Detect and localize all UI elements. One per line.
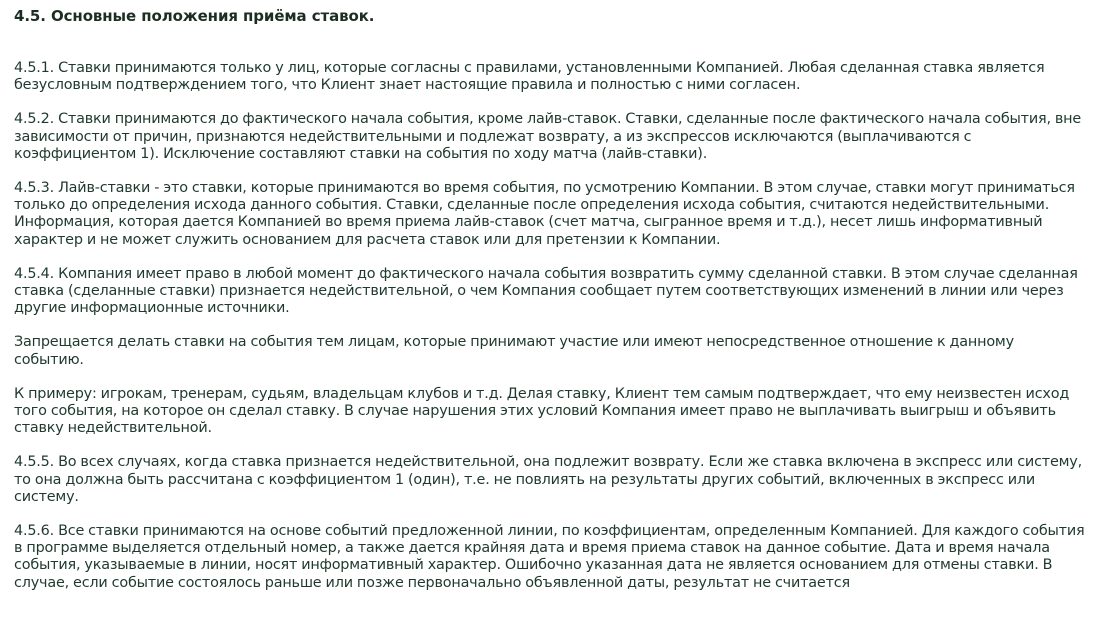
document-page <box>14 0 1086 592</box>
rule-4-5-3: 4.5.3. Лайв-ставки - это ставки, которые принимаются во время события, по усмотрению Компании. В этом случае, ставки могут приниматься только до определения исхода данного события. Ставки, сделанные после определения исхода события, считаются недействительными. Информация, которая дается Компанией во время приема лайв-ставок (счет матча, сыгранное время и т.д.), несет лишь информативный характер и не может служить основанием для расчета ставок или для претензии к Компании. <box>14 180 1075 248</box>
rule-4-5-1: 4.5.1. Ставки принимаются только у лиц, которые согласны с правилами, установленными Компанией. Любая сделанная ставка является безусловным подтверждением того, что Клиент знает настоящие правила и полностью с ними согласен. <box>14 60 1045 94</box>
rule-4-5-4: 4.5.4. Компания имеет право в любой момент до фактического начала события возвратить сумму сделанной ставки. В этом случае сделанная ставка (сделанные ставки) признается недействительной, о чем Компания сообщает путем соответствующих изменений в линии или через другие информационные источники. <box>14 265 1078 317</box>
section-body <box>14 60 1086 592</box>
section-title: 4.5. Основные положения приёма ставок. <box>14 7 375 25</box>
prohibition-paragraph: Запрещается делать ставки на события тем лицам, которые принимают участие или имеют непосредственное отношение к данному событию. <box>14 334 1014 368</box>
rule-4-5-2: 4.5.2. Ставки принимаются до фактического начала события, кроме лайв-ставок. Ставки, сделанные после фактического начала события, вне зависимости от причин, признаются недействительными и подлежат возврату, а из экспрессов исключаются (выплачиваются с коэффициентом 1). Исключение составляют ставки на события по ходу матча (лайв-ставки). <box>14 111 1082 162</box>
example-paragraph: К примеру: игрокам, тренерам, судьям, владельцам клубов и т.д. Делая ставку, Клиент тем самым подтверждает, что ему неизвестен исход того события, на которое он сделал ставку. В случае нарушения этих условий Компания имеет право не выплачивать выигрыш и объявить ставку недействительной. <box>14 385 1070 437</box>
rule-4-5-6: 4.5.6. Все ставки принимаются на основе событий предложенной линии, по коэффициентам, определенным Компанией. Для каждого события в программе выделяется отдельный номер, а также дается крайняя дата и время приема ставок на данное событие. Дата и время начала события, указываемые в линии, носят информативный характер. Ошибочно указанная дата не является основанием для отмены ставки. В случае, если событие состоялось раньше или позже первоначально объявленной даты, результат не считается <box>14 523 1085 591</box>
rule-4-5-5: 4.5.5. Во всех случаях, когда ставка признается недействительной, она подлежит возврату. Если же ставка включена в экспресс или систему, то она должна быть рассчитана с коэффициентом 1 (один), т.е. не повлиять на результаты других событий, включенных в экспресс или систему. <box>14 454 1082 505</box>
